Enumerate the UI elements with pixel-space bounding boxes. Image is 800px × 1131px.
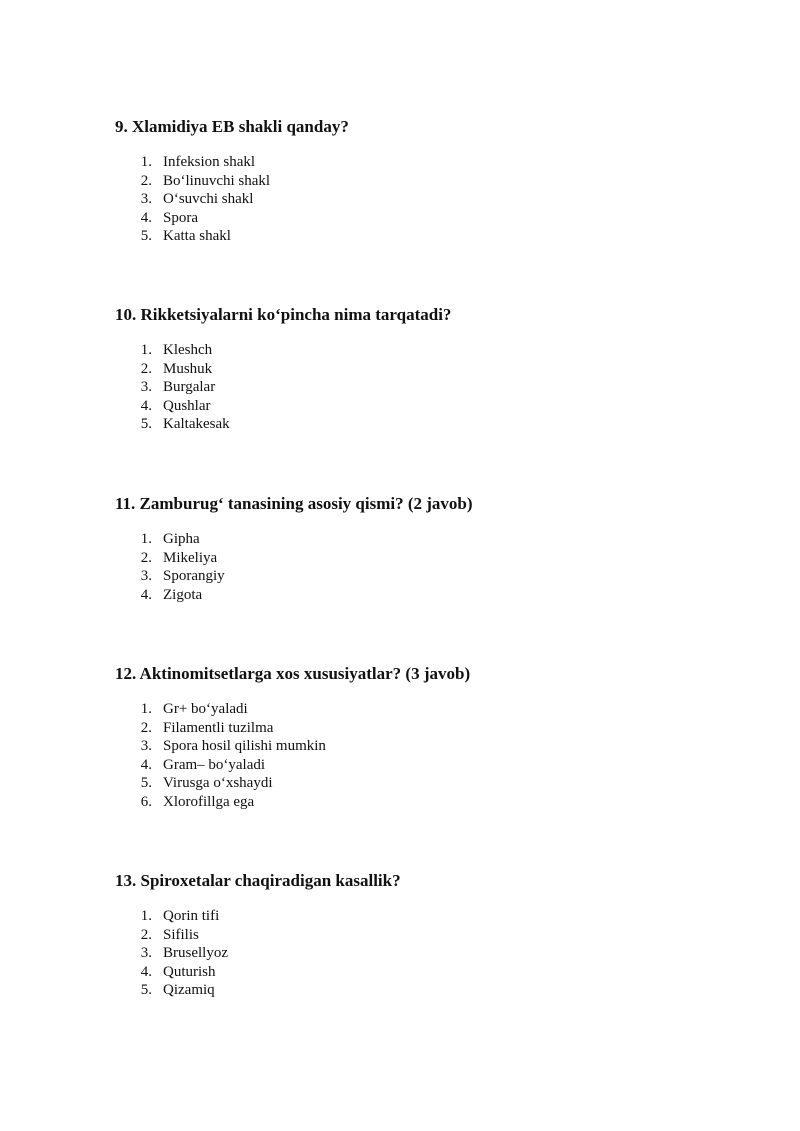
option-number: 1.: [140, 154, 152, 170]
option-number: 2.: [140, 719, 152, 736]
option-number: 4.: [140, 209, 152, 226]
option-number: 3.: [140, 568, 152, 585]
option-text: O‘suvchi shakl: [163, 191, 254, 208]
option-number: 3.: [140, 945, 152, 962]
answer-option: [115, 549, 715, 568]
option-text: Mushuk: [163, 360, 213, 377]
option-number: 1.: [140, 701, 152, 717]
answer-option: [115, 719, 715, 738]
option-text: Spora: [163, 209, 198, 226]
option-text: Brusellyoz: [163, 945, 228, 962]
option-text: Gr+ bo‘yaladi: [163, 701, 248, 717]
answer-option: [115, 415, 715, 434]
answer-options: [115, 700, 715, 812]
question-13: [115, 870, 715, 1000]
question-title: 11. Zamburug‘ tanasining asosiy qismi? (2 javob): [115, 494, 473, 513]
answer-option: [115, 756, 715, 775]
option-text: Quturish: [163, 963, 216, 980]
answer-option: [115, 963, 715, 982]
question-10: [115, 304, 715, 434]
option-number: 1.: [140, 342, 152, 358]
answer-option: [115, 944, 715, 963]
option-text: Infeksion shakl: [163, 154, 256, 170]
option-text: Katta shakl: [163, 228, 231, 245]
answer-option: [115, 774, 715, 793]
question-title: 12. Aktinomitsetlarga xos xususiyatlar? (3 javob): [115, 664, 471, 683]
answer-option: [115, 981, 715, 1000]
option-text: Mikeliya: [163, 549, 218, 566]
answer-option: [115, 700, 715, 719]
option-number: 2.: [140, 360, 152, 377]
answer-option: [115, 360, 715, 379]
answer-option: [115, 209, 715, 228]
option-text: Filamentli tuzilma: [163, 719, 274, 736]
answer-option: [115, 378, 715, 397]
option-text: Xlorofillga ega: [163, 793, 255, 810]
option-number: 4.: [140, 963, 152, 980]
answer-options: [115, 530, 715, 604]
option-text: Gram– bo‘yaladi: [163, 756, 266, 773]
option-text: Qushlar: [163, 397, 211, 414]
option-number: 5.: [140, 775, 152, 792]
option-number: 1.: [140, 531, 152, 547]
answer-option: [115, 190, 715, 209]
option-number: 5.: [140, 982, 152, 999]
question-12: [115, 663, 715, 812]
question-11: [115, 493, 715, 604]
option-text: Qorin tifi: [163, 908, 220, 924]
option-text: Sporangiy: [163, 568, 225, 585]
answer-options: [115, 153, 715, 246]
question-title: 10. Rikketsiyalarni ko‘pincha nima tarqatadi?: [115, 305, 452, 324]
option-text: Zigota: [163, 586, 203, 603]
option-number: 5.: [140, 416, 152, 433]
option-number: 3.: [140, 379, 152, 396]
option-number: 2.: [140, 172, 152, 189]
option-text: Sifilis: [163, 926, 199, 943]
option-number: 5.: [140, 228, 152, 245]
option-number: 4.: [140, 756, 152, 773]
option-number: 4.: [140, 397, 152, 414]
question-title: 13. Spiroxetalar chaqiradigan kasallik?: [115, 871, 401, 890]
answer-option: [115, 737, 715, 756]
option-text: Bo‘linuvchi shakl: [163, 172, 271, 189]
answer-options: [115, 341, 715, 434]
option-number: 6.: [140, 793, 152, 810]
answer-options: [115, 907, 715, 1000]
answer-option: [115, 907, 715, 926]
option-text: Kaltakesak: [163, 416, 230, 433]
answer-option: [115, 153, 715, 172]
option-text: Gipha: [163, 531, 200, 547]
answer-option: [115, 567, 715, 586]
answer-option: [115, 793, 715, 812]
answer-option: [115, 341, 715, 360]
option-number: 4.: [140, 586, 152, 603]
question-title: 9. Xlamidiya EB shakli qanday?: [115, 117, 349, 136]
answer-option: [115, 227, 715, 246]
option-number: 2.: [140, 549, 152, 566]
option-text: Kleshch: [163, 342, 213, 358]
option-number: 2.: [140, 926, 152, 943]
question-9: [115, 116, 715, 246]
option-number: 3.: [140, 191, 152, 208]
option-text: Spora hosil qilishi mumkin: [163, 738, 326, 755]
option-text: Virusga o‘xshaydi: [163, 775, 273, 792]
option-text: Qizamiq: [163, 982, 215, 999]
option-number: 3.: [140, 738, 152, 755]
option-number: 1.: [140, 908, 152, 924]
answer-option: [115, 172, 715, 191]
answer-option: [115, 586, 715, 605]
answer-option: [115, 926, 715, 945]
answer-option: [115, 397, 715, 416]
answer-option: [115, 530, 715, 549]
option-text: Burgalar: [163, 379, 216, 396]
